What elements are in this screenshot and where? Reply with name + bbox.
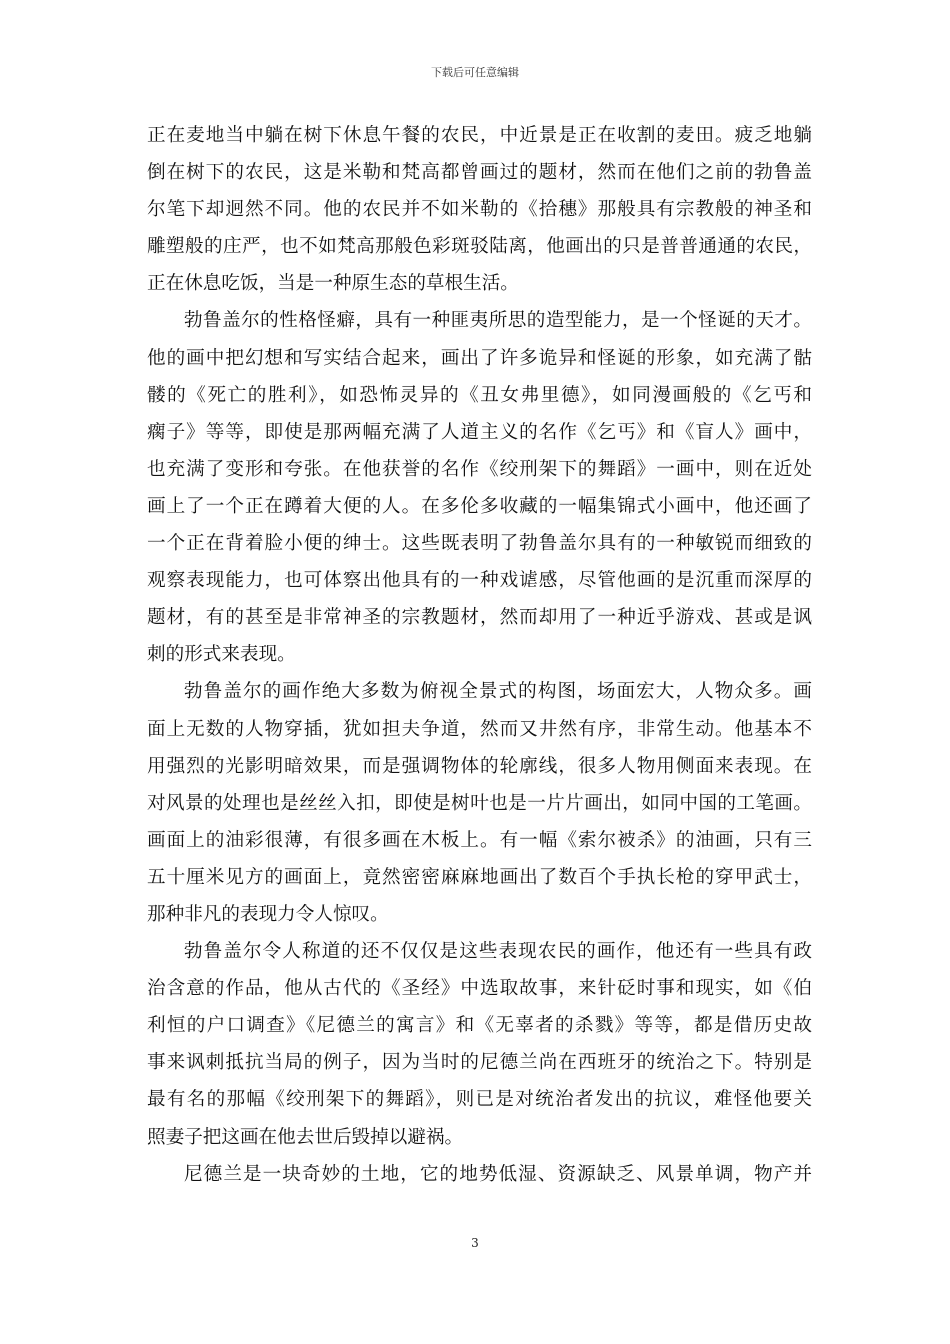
text-line: 面上无数的人物穿插，犹如担夫争道，然而又井然有序，非常生动。他基本不 xyxy=(147,718,812,740)
text-line: 照妻子把这画在他去世后毁掉以避祸。 xyxy=(147,1126,464,1148)
text-line: 尼德兰是一块奇妙的土地，它的地势低湿、资源缺乏、风景单调，物产并 xyxy=(184,1163,812,1185)
paragraph-3 xyxy=(147,673,812,933)
document-body xyxy=(147,117,812,1193)
text-line: 对风景的处理也是丝丝入扣，即使是树叶也是一片片画出，如同中国的工笔画。 xyxy=(147,792,812,814)
text-line: 也充满了变形和夸张。在他获誉的名作《绞刑架下的舞蹈》一画中，则在近处 xyxy=(147,458,812,480)
text-line: 瘸子》等等，即使是那两幅充满了人道主义的名作《乞丐》和《盲人》画中， xyxy=(147,421,812,443)
text-line: 观察表现能力，也可体察出他具有的一种戏谑感，尽管他画的是沉重而深厚的 xyxy=(147,570,812,592)
text-line: 雕塑般的庄严，也不如梵高那般色彩斑驳陆离，他画出的只是普普通通的农民， xyxy=(147,236,812,258)
text-line: 正在麦地当中躺在树下休息午餐的农民，中近景是正在收割的麦田。疲乏地躺 xyxy=(147,125,812,146)
text-line: 髅的《死亡的胜利》，如恐怖灵异的《丑女弗里德》，如同漫画般的《乞丐和 xyxy=(147,384,812,406)
text-line: 题材，有的甚至是非常神圣的宗教题材，然而却用了一种近乎游戏、甚或是讽 xyxy=(147,607,812,629)
text-line: 刺的形式来表现。 xyxy=(147,644,296,666)
paragraph-4 xyxy=(147,933,812,1156)
text-line: 最有名的那幅《绞刑架下的舞蹈》，则已是对统治者发出的抗议，难怪他要关 xyxy=(147,1089,812,1111)
paragraph-1 xyxy=(147,117,812,302)
text-line: 一个正在背着脸小便的绅士。这些既表明了勃鲁盖尔具有的一种敏锐而细致的 xyxy=(147,533,812,555)
text-line: 用强烈的光影明暗效果，而是强调物体的轮廓线，很多人物用侧面来表现。在 xyxy=(147,755,812,777)
text-line: 五十厘米见方的画面上，竟然密密麻麻地画出了数百个手执长枪的穿甲武士， xyxy=(147,866,812,888)
page-header: 下载后可任意编辑 xyxy=(431,66,519,79)
text-line: 勃鲁盖尔的画作绝大多数为俯视全景式的构图，场面宏大，人物众多。画 xyxy=(184,681,812,703)
text-line: 事来讽刺抵抗当局的例子，因为当时的尼德兰尚在西班牙的统治之下。特别是 xyxy=(147,1052,812,1074)
text-line: 治含意的作品，他从古代的《圣经》中选取故事，来针砭时事和现实，如《伯 xyxy=(147,978,812,1000)
text-line: 那种非凡的表现力令人惊叹。 xyxy=(147,903,389,925)
text-line: 他的画中把幻想和写实结合起来，画出了许多诡异和怪诞的形象，如充满了骷 xyxy=(147,347,812,369)
text-line: 利恒的户口调查》《尼德兰的寓言》和《无辜者的杀戮》等等，都是借历史故 xyxy=(147,1015,812,1037)
text-line: 勃鲁盖尔令人称道的还不仅仅是这些表现农民的画作，他还有一些具有政 xyxy=(184,941,812,963)
text-line: 倒在树下的农民，这是米勒和梵高都曾画过的题材，然而在他们之前的勃鲁盖 xyxy=(147,162,812,184)
text-line: 画面上的油彩很薄，有很多画在木板上。有一幅《索尔被杀》的油画，只有三 xyxy=(147,829,812,851)
paragraph-5 xyxy=(147,1156,812,1193)
text-line: 正在休息吃饭，当是一种原生态的草根生活。 xyxy=(147,273,519,295)
text-line: 尔笔下却迥然不同。他的农民并不如米勒的《拾穗》那般具有宗教般的神圣和 xyxy=(147,199,812,221)
text-line: 画上了一个正在蹲着大便的人。在多伦多收藏的一幅集锦式小画中，他还画了 xyxy=(147,495,812,517)
page-number: 3 xyxy=(471,1236,479,1250)
paragraph-2 xyxy=(147,302,812,673)
text-line: 勃鲁盖尔的性格怪癖，具有一种匪夷所思的造型能力，是一个怪诞的天才。 xyxy=(184,310,812,332)
